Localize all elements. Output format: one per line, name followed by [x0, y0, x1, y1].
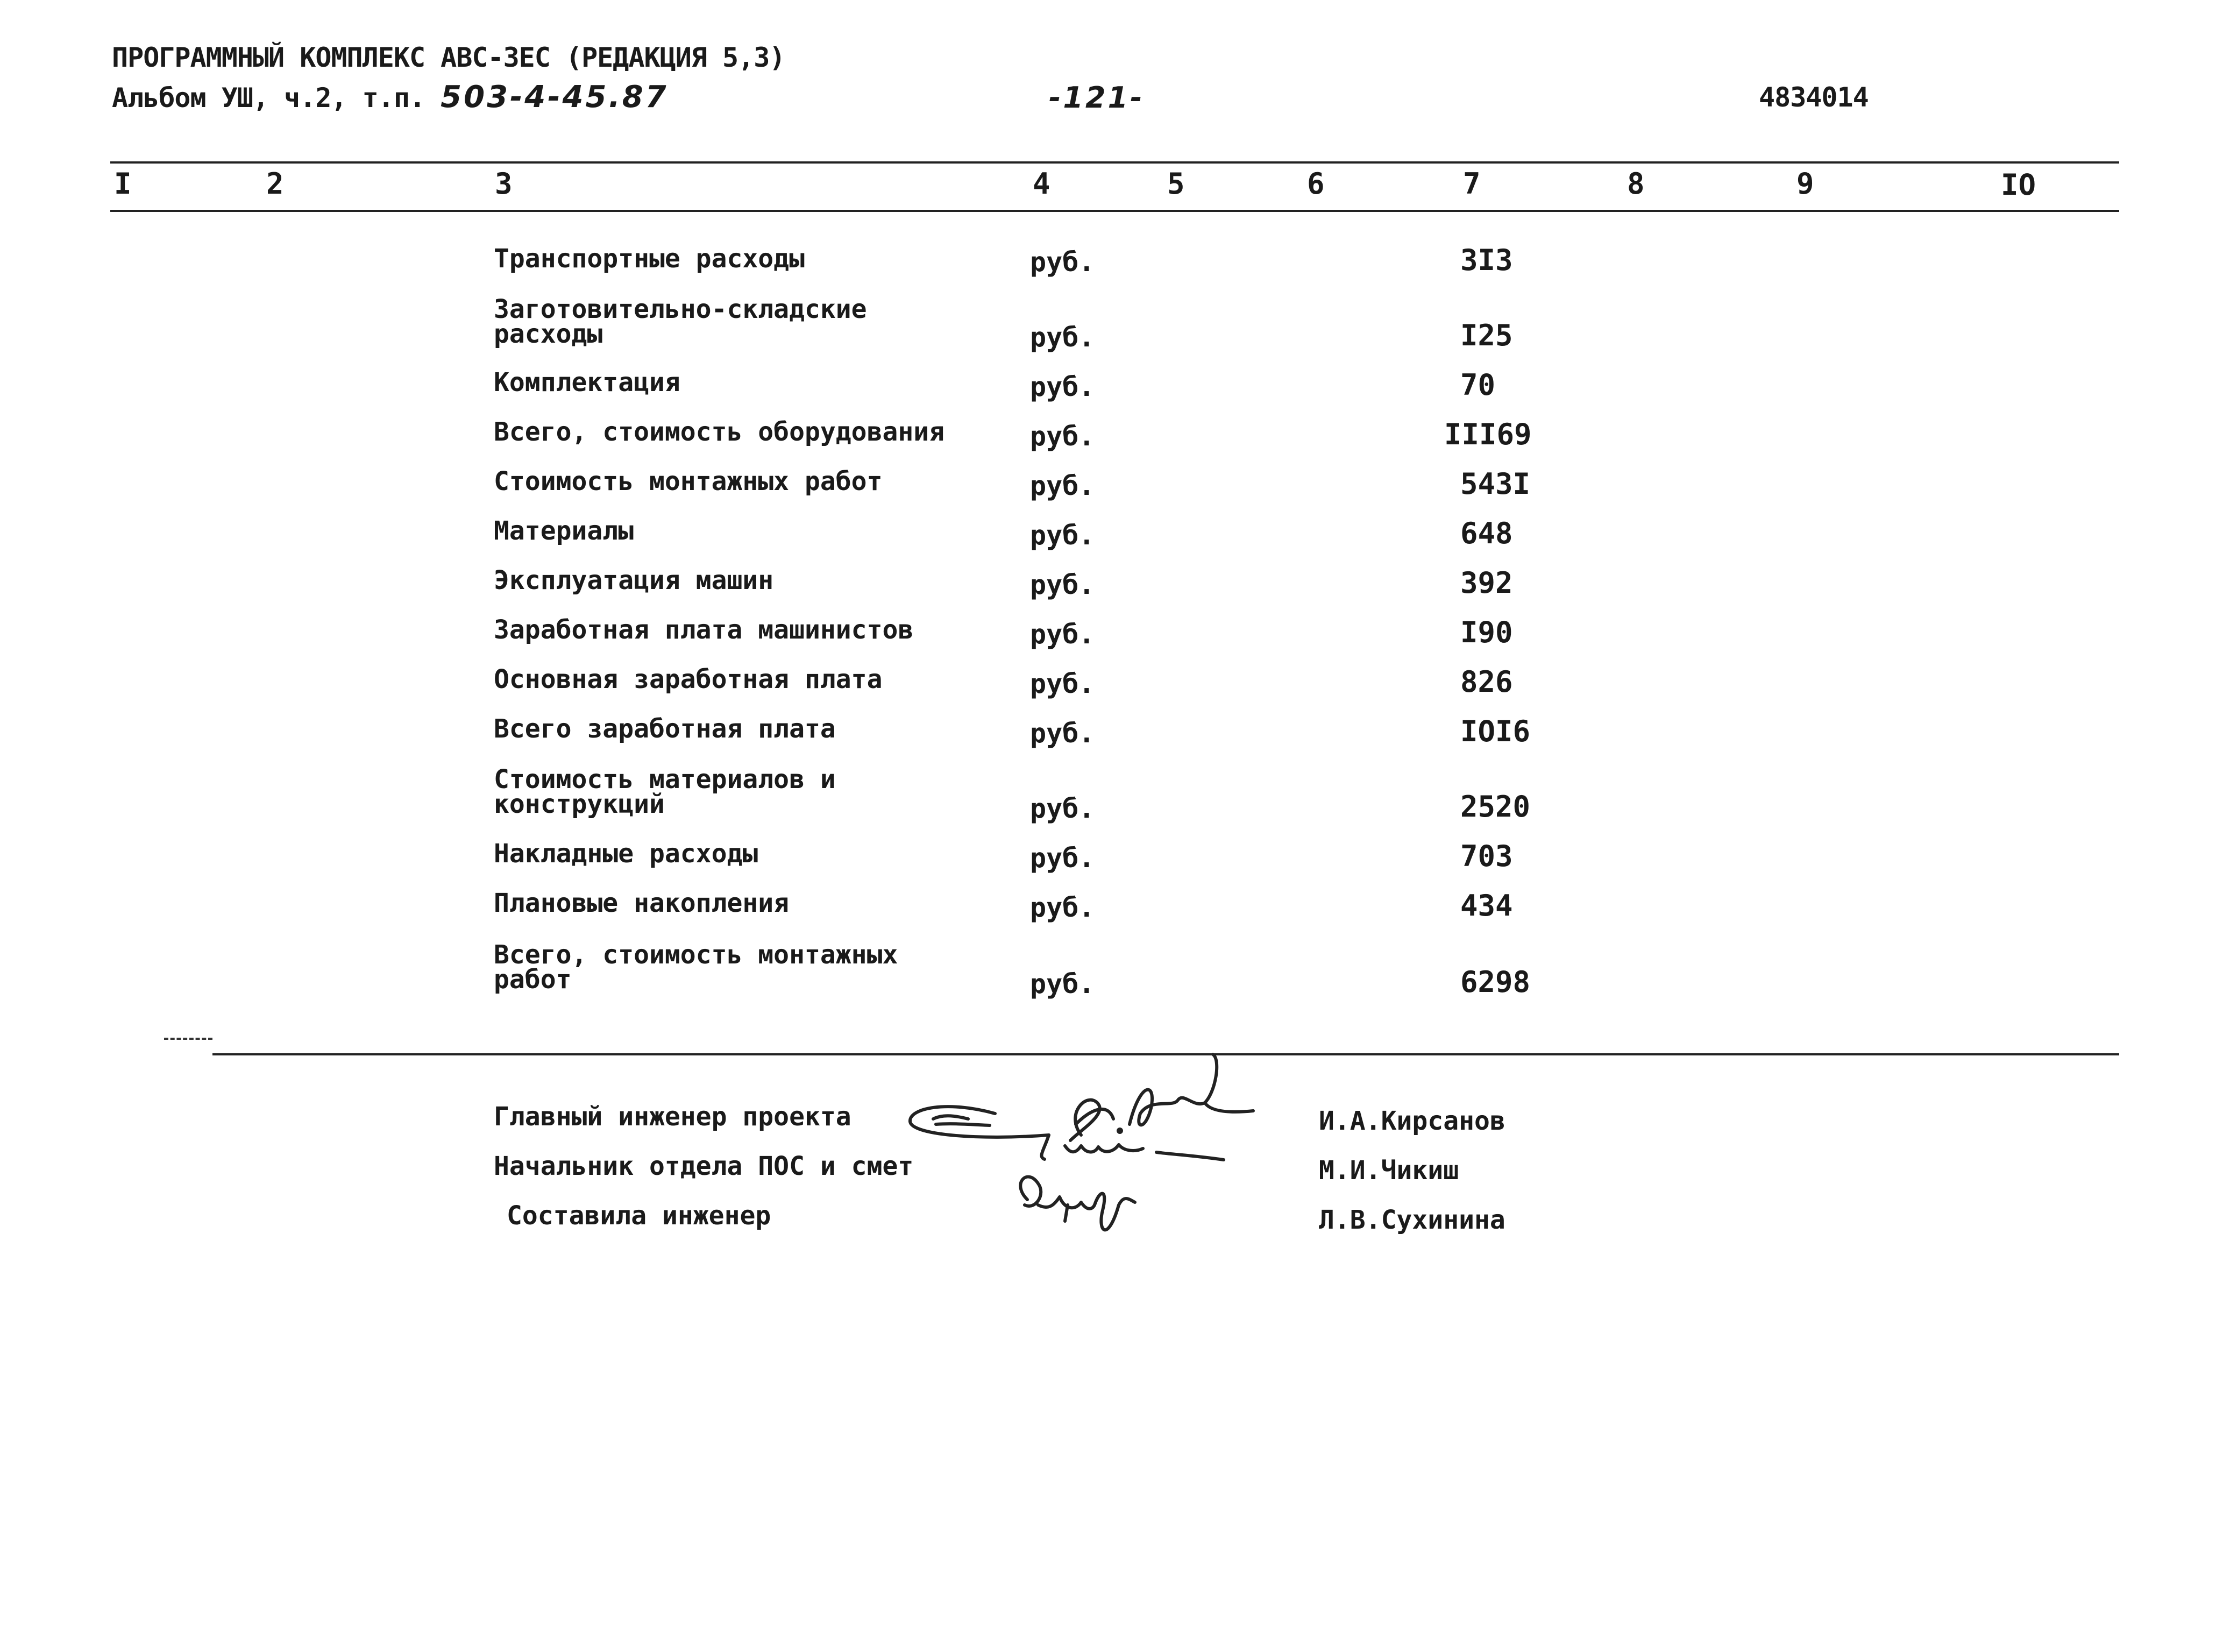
row-unit: руб. [1030, 470, 1095, 501]
row-name: Заготовительно-складские расходы [494, 294, 867, 349]
album-reference [112, 80, 669, 115]
row-name: Стоимость материалов и конструкций [494, 764, 836, 819]
row-unit: руб. [1030, 520, 1095, 551]
column-number: IO [2001, 168, 2036, 202]
row-value: I90 [1460, 615, 1513, 649]
row-name: Комплектация [494, 367, 680, 398]
row-unit: руб. [1030, 619, 1095, 650]
row-unit: руб. [1030, 968, 1095, 999]
row-value: I25 [1460, 318, 1513, 352]
row-name: Основная заработная плата [494, 664, 883, 694]
row-name: Всего, стоимость монтажных работ [494, 940, 898, 995]
signature-role: Главный инженер проекта [494, 1102, 851, 1132]
row-value: 392 [1460, 566, 1513, 600]
row-unit: руб. [1030, 793, 1095, 824]
signatory-name: М.И.Чикиш [1319, 1155, 1459, 1186]
signatory-name: Л.В.Сухинина [1319, 1205, 1505, 1235]
row-value: 703 [1460, 839, 1513, 873]
row-name: Транспортные расходы [494, 244, 805, 274]
row-value: 70 [1460, 368, 1496, 402]
row-value: 543I [1460, 467, 1531, 501]
row-unit: руб. [1030, 371, 1095, 402]
row-name: Эксплуатация машин [494, 565, 774, 595]
row-unit: руб. [1030, 569, 1095, 600]
row-name: Всего, стоимость оборудования [494, 417, 945, 447]
column-number: 4 [1033, 167, 1050, 201]
row-unit: руб. [1030, 668, 1095, 699]
row-unit: руб. [1030, 842, 1095, 874]
table-header-rule [110, 210, 2119, 212]
column-number: 2 [266, 167, 284, 201]
row-unit: руб. [1030, 718, 1095, 749]
row-value: 2520 [1460, 790, 1531, 824]
row-name: Накладные расходы [494, 839, 758, 869]
column-number: 9 [1796, 167, 1814, 201]
row-name: Стоимость монтажных работ [494, 466, 883, 497]
row-name: Плановые накопления [494, 888, 790, 918]
table-bottom-rule-dashed [164, 1038, 212, 1040]
column-number: 5 [1167, 167, 1185, 201]
row-value: 434 [1460, 889, 1513, 923]
row-name: Материалы [494, 516, 634, 546]
document-number: 4834014 [1759, 82, 1869, 113]
row-unit: руб. [1030, 892, 1095, 923]
table-top-rule [110, 161, 2119, 164]
row-unit: руб. [1030, 322, 1095, 353]
column-number: 7 [1463, 167, 1481, 201]
page-number: -121- [1049, 81, 1145, 115]
row-value: 826 [1460, 665, 1513, 699]
album-number: 503-4-45.87 [441, 80, 669, 115]
row-value: 6298 [1460, 965, 1531, 999]
row-value: 3I3 [1460, 243, 1513, 277]
signatory-name: И.А.Кирсанов [1319, 1106, 1505, 1136]
signature-role: Начальник отдела ПОС и смет [494, 1151, 914, 1181]
column-number: I [114, 167, 132, 201]
row-value: III69 [1444, 417, 1532, 451]
column-number: 8 [1627, 167, 1645, 201]
row-unit: руб. [1030, 246, 1095, 278]
row-value: 648 [1460, 516, 1513, 550]
signature-role: Составила инженер [507, 1201, 771, 1231]
album-prefix: Альбом УШ, ч.2, т.п. [112, 82, 425, 114]
handwritten-signatures [904, 1049, 1291, 1275]
column-number: 6 [1307, 167, 1325, 201]
column-number: 3 [495, 167, 513, 201]
row-value: IOI6 [1460, 714, 1531, 748]
row-name: Всего заработная плата [494, 714, 836, 744]
program-title: ПРОГРАММНЫЙ КОМПЛЕКС АВС-ЗЕС (РЕДАКЦИЯ 5,3) [112, 42, 785, 73]
row-name: Заработная плата машинистов [494, 615, 914, 645]
row-unit: руб. [1030, 421, 1095, 452]
